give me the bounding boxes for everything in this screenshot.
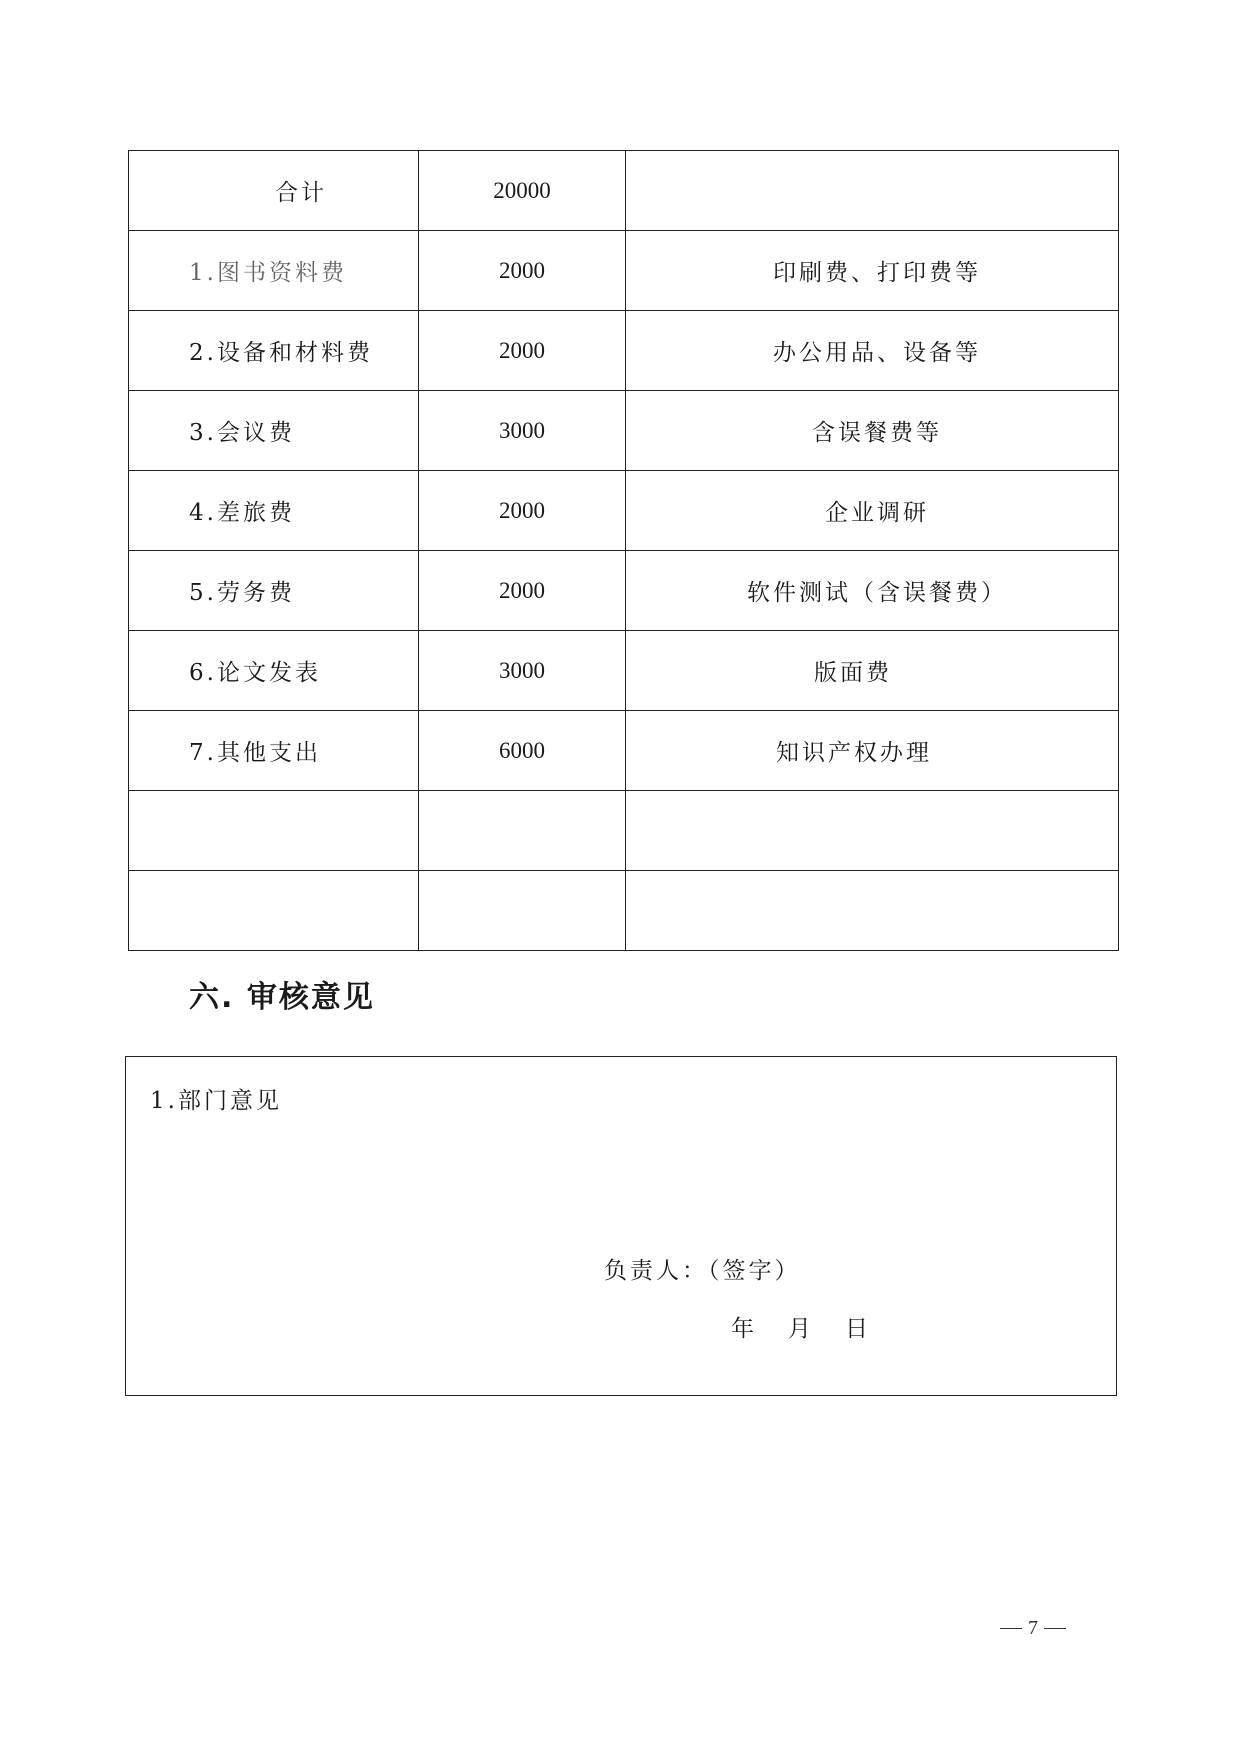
row-amount: 6000 bbox=[419, 711, 626, 791]
table-row bbox=[129, 631, 1119, 711]
dept-opinion-label: 1.部门意见 bbox=[150, 1088, 282, 1114]
budget-table bbox=[128, 150, 1119, 951]
table-row-empty bbox=[129, 871, 1119, 951]
table-row bbox=[129, 551, 1119, 631]
month-label: 月 bbox=[788, 1316, 811, 1342]
review-box bbox=[125, 1056, 1117, 1396]
empty-cell bbox=[626, 871, 1119, 951]
section-heading: 六. 审核意见 bbox=[189, 980, 375, 1015]
page-number bbox=[1000, 1617, 1066, 1640]
row-amount: 3000 bbox=[419, 391, 626, 471]
total-note bbox=[626, 151, 1119, 231]
row-note: 版面费 bbox=[626, 631, 1119, 711]
empty-cell bbox=[626, 791, 1119, 871]
empty-cell bbox=[419, 791, 626, 871]
row-note: 软件测试（含误餐费） bbox=[626, 551, 1119, 631]
row-label: 7.其他支出 bbox=[129, 711, 419, 791]
row-amount: 2000 bbox=[419, 231, 626, 311]
signer-label: 负责人：（签字） bbox=[604, 1258, 801, 1284]
row-label: 1.图书资料费 bbox=[129, 231, 419, 311]
table-row bbox=[129, 311, 1119, 391]
dash-left bbox=[1000, 1628, 1022, 1630]
row-note: 印刷费、打印费等 bbox=[626, 231, 1119, 311]
row-note: 知识产权办理 bbox=[626, 711, 1119, 791]
table-row bbox=[129, 711, 1119, 791]
row-label: 6.论文发表 bbox=[129, 631, 419, 711]
table-row bbox=[129, 391, 1119, 471]
total-label: 合计 bbox=[129, 151, 419, 231]
empty-cell bbox=[129, 791, 419, 871]
year-label: 年 bbox=[731, 1316, 754, 1342]
row-amount: 2000 bbox=[419, 471, 626, 551]
row-note: 企业调研 bbox=[626, 471, 1119, 551]
row-amount: 2000 bbox=[419, 311, 626, 391]
total-amount: 20000 bbox=[419, 151, 626, 231]
row-note: 办公用品、设备等 bbox=[626, 311, 1119, 391]
row-amount: 3000 bbox=[419, 631, 626, 711]
empty-cell bbox=[129, 871, 419, 951]
row-note: 含误餐费等 bbox=[626, 391, 1119, 471]
empty-cell bbox=[419, 871, 626, 951]
table-row-total bbox=[129, 151, 1119, 231]
table-row-empty bbox=[129, 791, 1119, 871]
table-row bbox=[129, 231, 1119, 311]
row-label: 2.设备和材料费 bbox=[129, 311, 419, 391]
row-label: 5.劳务费 bbox=[129, 551, 419, 631]
table-row bbox=[129, 471, 1119, 551]
dash-right bbox=[1044, 1628, 1066, 1630]
day-label: 日 bbox=[845, 1316, 868, 1342]
row-label: 3.会议费 bbox=[129, 391, 419, 471]
page-number-value: 7 bbox=[1028, 1617, 1038, 1639]
row-label: 4.差旅费 bbox=[129, 471, 419, 551]
row-amount: 2000 bbox=[419, 551, 626, 631]
date-row bbox=[731, 1310, 868, 1343]
